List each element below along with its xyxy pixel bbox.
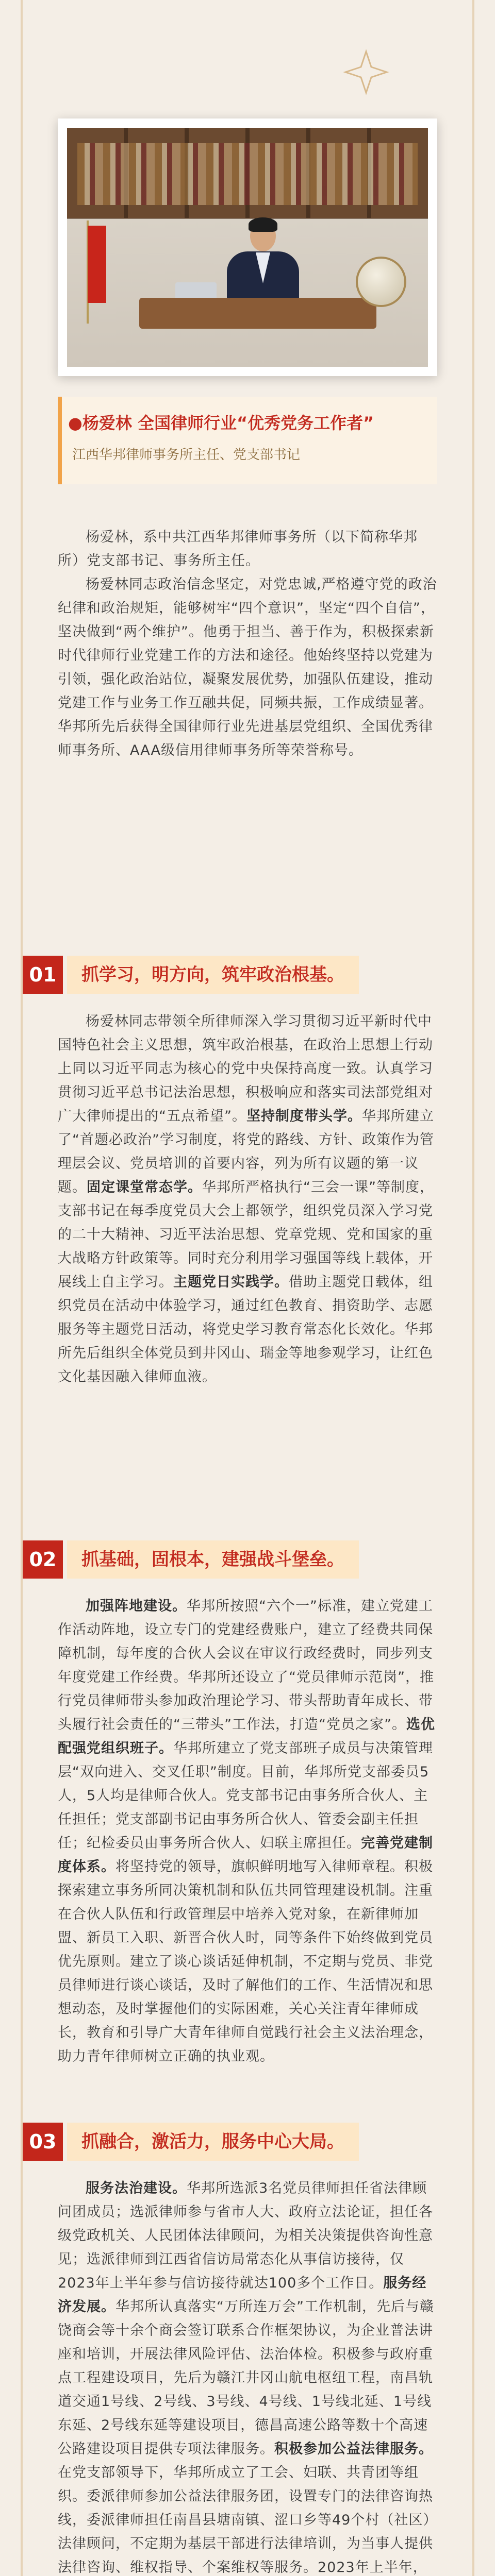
caption-sub-line: 江西华邦律师事务所主任、党支部书记 — [72, 447, 301, 463]
portrait-photo — [67, 128, 428, 367]
section-heading-2 — [23, 1540, 415, 1579]
section-title: 抓学习，明方向，筑牢政治根基。 — [67, 956, 359, 994]
portrait-photo-card — [58, 118, 437, 376]
highlight-phrase: 主题党日实践学。 — [173, 1274, 289, 1290]
section-title: 抓基础，固根本，建强战斗堡垒。 — [67, 1540, 359, 1579]
section-1-text — [58, 1010, 437, 1389]
caption-name-line: ●杨爱林 全国律师行业“优秀党务工作者” — [68, 413, 374, 433]
highlight-phrase: 服务经济发展。 — [58, 2275, 427, 2315]
highlight-phrase: 固定课堂常态学。 — [87, 1179, 202, 1195]
intro-text — [58, 526, 437, 762]
highlight-phrase: 服务法治建设。 — [86, 2180, 187, 2196]
section-heading-1 — [23, 956, 415, 994]
section-2-text — [58, 1595, 437, 2069]
highlight-phrase: 加强阵地建设。 — [86, 1598, 187, 1614]
section-paragraph: 服务法治建设。华邦所选派3名党员律师担任省法律顾问团成员；选派律师参与省市人大、政府立法论证，担任各级党政机关、人民团体法律顾问，为相关决策提供咨询性意见；选派律师到江西省信访局常态化从事信访接待，仅2023年上半年参与信访接待就达100多个工作日。服务经济发展。华邦所认真落实“万所连万会”工作机制，先后与赣饶商会等十余个商会签订联系合作框架协议，为企业普法讲座和培训，开展法律风险评估、法治体检。积极参与政府重点工程建设项目，先后为赣江井冈山航电枢纽工程，南昌轨道交通1号线、2号线、3号线、4号线、1号线北延、1号线东延、2号线东延等建设项目，德昌高速公路等数十个高速公路建设项目提供专项法律服务。积极参加公益法律服务。在党支部领导下，华邦所成立了工会、妇联、共青团等组织。委派律师参加公益法律服务团，设置专门的法律咨询热线，委派律师担任南昌县塘南镇、涩口乡等49个村（社区）法律顾问，不定期为基层干部进行法律培训，为当事人提供法律咨询、维权指导、个案维权等服务。2023年上半年， — [58, 2180, 434, 2575]
section-number: 01 — [23, 956, 63, 994]
caption-accent-bar — [58, 397, 62, 484]
section-3-text — [58, 2177, 437, 2576]
section-paragraph: 杨爱林同志带领全所律师深入学习贯彻习近平新时代中国特色社会主义思想，筑牢政治根基，在政治上思想上行动上同以习近平同志为核心的党中央保持高度一致。认真学习贯彻习近平总书记法治思想，积极响应和落实司法部党组对广大律师提出的“五点希望”。坚持制度带头学。华邦所建立了“首题必政治”学习制度，将党的路线、方针、政策作为管理层会议、党员培训的首要内容，列为所有议题的第一议题。固定课堂常态学。华邦所严格执行“三会一课”等制度，支部书记在每季度党员大会上都领学，组织党员深入学习党的二十大精神、习近平法治思想、党章党规、党和国家的重大战略方针政策等。同时充分利用学习强国等线上载体，开展线上自主学习。主题党日实践学。借助主题党日载体，组织党员在活动中体验学习，通过红色教育、捐资助学、志愿服务等主题党日活动，将党史学习教育常态化长效化。华邦所先后组织全体党员到井冈山、瑞金等地参观学习，让红色文化基因融入律师血液。 — [58, 1013, 434, 1385]
section-number: 03 — [23, 2123, 63, 2161]
highlight-phrase: 完善党建制度体系。 — [58, 1835, 433, 1875]
sparkle-icon — [340, 46, 392, 98]
section-number: 02 — [23, 1540, 63, 1579]
section-paragraph: 加强阵地建设。华邦所按照“六个一”标准，建立党建工作活动阵地，设立专门的党建经费账户，建立了经费共同保障机制，每年度的合伙人会议在审议行政经费时，同步列支年度党建工作经费。华邦所还设立了“党员律师示范岗”，推行党员律师带头参加政治理论学习、带头帮助青年成长、带头履行社会责任的“三带头”工作法，打造“党员之家”。选优配强党组织班子。华邦所建立了党支部班子成员与决策管理层“双向进入、交叉任职”制度。目前，华邦所党支部委员5人，5人均是律师合伙人。党支部书记由事务所合伙人、主任担任；党支部副书记由事务所合伙人、管委会副主任担任；纪检委员由事务所合伙人、妇联主席担任。完善党建制度体系。将坚持党的领导，旗帜鲜明地写入律师章程。积极探索建立事务所同决策机制和队伍共同管理建设机制。注重在合伙人队伍和行政管理层中培养入党对象，在新律师加盟、新员工入职、新晋合伙人时，同等条件下始终做到党员优先原则。建立了谈心谈话延伸机制，不定期与党员、非党员律师进行谈心谈话，及时了解他们的工作、生活情况和思想动态，及时掌握他们的实际困难，关心关注青年律师成长，教育和引导广大青年律师自觉践行社会主义法治理念，助力青年律师树立正确的执业观。 — [58, 1598, 435, 2064]
highlight-phrase: 积极参加公益法律服务。 — [274, 2441, 433, 2457]
section-title: 抓融合，激活力，服务中心大局。 — [67, 2123, 359, 2161]
globe-icon — [356, 257, 406, 307]
intro-paragraph: 杨爱林，系中共江西华邦律师事务所（以下简称华邦所）党支部书记、事务所主任。 — [58, 529, 418, 569]
section-heading-3 — [23, 2123, 415, 2161]
flag-icon — [88, 226, 106, 303]
highlight-phrase: 选优配强党组织班子。 — [58, 1717, 435, 1756]
intro-paragraph: 杨爱林同志政治信念坚定，对党忠诚,严格遵守党的政治纪律和政治规矩，能够树牢“四个意识”，坚定“四个自信”，坚决做到“两个维护”。他勇于担当、善于作为，积极探索新时代律师行业党建工作的方法和途径。他始终坚持以党建为引领，强化政治站位，凝聚发展优势，加强队伍建设，推动党建工作与业务工作互融共促，同频共振，工作成绩显著。华邦所先后获得全国律师行业先进基层党组织、全国优秀律师事务所、AAA级信用律师事务所等荣誉称号。 — [58, 577, 437, 758]
highlight-phrase: 坚持制度带头学。 — [246, 1108, 362, 1124]
photo-caption — [58, 397, 437, 484]
